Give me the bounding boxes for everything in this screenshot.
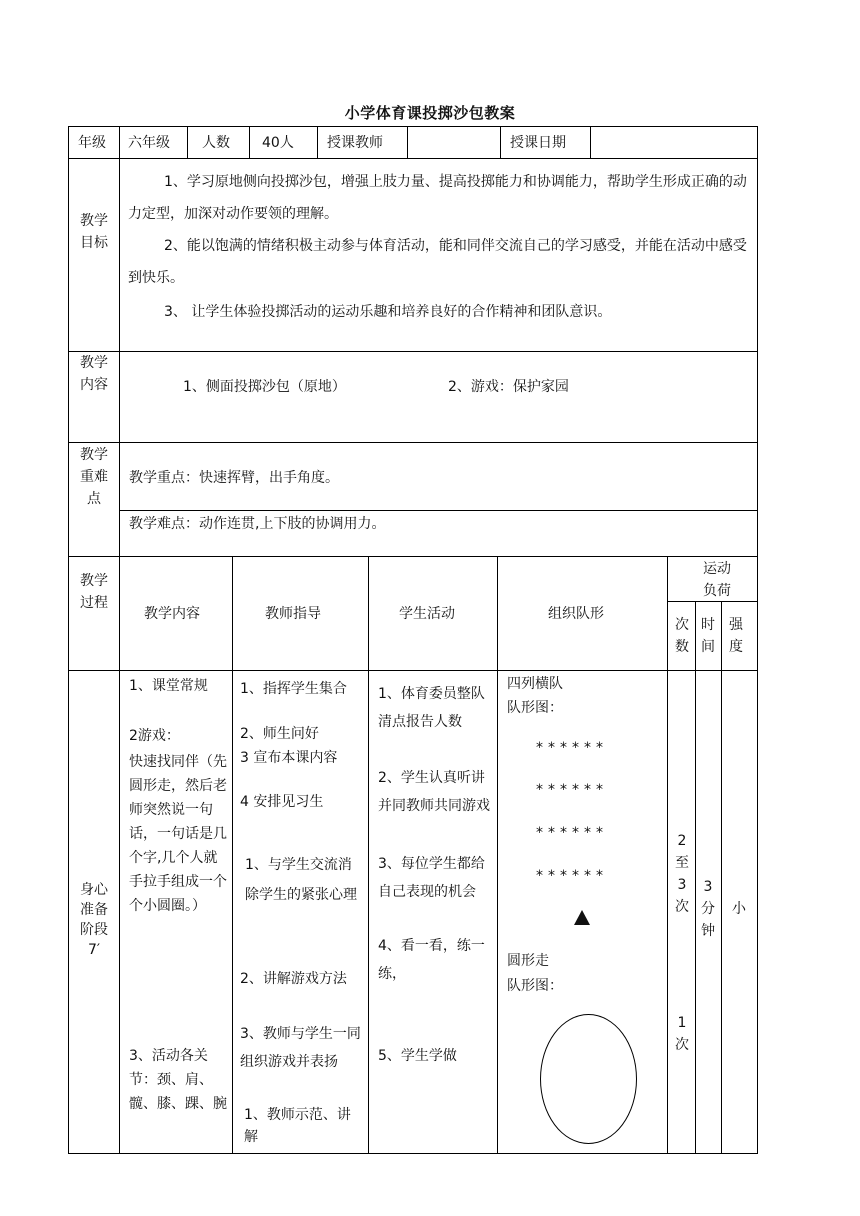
objective-item-1: 1、学习原地侧向投掷沙包，增强上肢力量、提高投掷能力和协调能力，帮助学生形成正确的动力定型，加深对动作要领的理解。 xyxy=(128,174,747,222)
difficulty-point: 教学难点：动作连贯,上下肢的协调用力。 xyxy=(129,516,386,532)
stage1-teacher-7: 3、教师与学生一同组织游戏并表扬 xyxy=(240,1026,361,1070)
circle-formation-icon xyxy=(540,1014,637,1144)
content-item-2: 2、游戏：保护家园 xyxy=(448,379,569,395)
stage1-duration: 3分钟 xyxy=(701,879,715,939)
header-row xyxy=(68,126,758,159)
teacher-label: 授课教师 xyxy=(327,135,383,151)
key-point: 教学重点：快速挥臂，出手角度。 xyxy=(129,470,339,486)
stage1-student-3: 3、每位学生都给自己表现的机会 xyxy=(378,856,485,900)
content-label: 教学内容 xyxy=(80,355,108,393)
load-header: 运动负荷 xyxy=(703,561,731,599)
people-label: 人数 xyxy=(202,135,230,151)
objectives-label: 教学目标 xyxy=(80,213,108,251)
stage1-content-3: 快速找同伴（先圆形走，然后老师突然说一句话，一句话是几个字,几个人就手拉手组成一个个小圆圈。） xyxy=(129,754,227,914)
load-times-header: 次数 xyxy=(675,617,689,655)
stage1-teacher-3: 3 宣布本课内容 xyxy=(240,750,338,766)
load-duration-header: 时间 xyxy=(701,617,715,655)
stage1-student-5: 5、学生学做 xyxy=(378,1048,457,1064)
col-formation-header: 组织队形 xyxy=(548,606,604,622)
col-student-header: 学生活动 xyxy=(399,606,455,622)
stage1-teacher-2: 2、师生问好 xyxy=(240,726,319,742)
stage1-student-4: 4、看一看，练一练， xyxy=(378,938,485,982)
formation-row-1: ****** xyxy=(536,740,608,756)
formation-row-2: ****** xyxy=(536,782,608,798)
stage1-content-1: 1、课堂常规 xyxy=(129,678,208,694)
stage1-teacher-8: 1、教师示范、讲解 xyxy=(244,1107,351,1145)
date-label: 授课日期 xyxy=(510,135,566,151)
stage1-times-2: 1次 xyxy=(675,1015,689,1053)
process-label: 教学过程 xyxy=(80,573,108,611)
formation-label-1: 四列横队 xyxy=(507,676,563,692)
stage1-label: 身心准备阶段7′ xyxy=(80,882,108,958)
stage1-content-2: 2游戏： xyxy=(129,728,180,744)
load-intensity-header: 强度 xyxy=(729,617,743,655)
formation-label-3: 圆形走 xyxy=(507,953,549,969)
stage1-teacher-1: 1、指挥学生集合 xyxy=(240,681,347,697)
formation-row-3: ****** xyxy=(536,825,608,841)
formation-row-4: ****** xyxy=(536,868,608,884)
content-item-1: 1、侧面投掷沙包（原地） xyxy=(183,379,346,395)
stage1-times-1: 2至3次 xyxy=(675,833,689,915)
formation-label-2: 队形图： xyxy=(507,700,563,716)
stage1-content-4: 3、活动各关节：颈、肩、髋、膝、踝、腕 xyxy=(129,1048,227,1112)
teacher-triangle-icon xyxy=(574,910,590,925)
col-content-header: 教学内容 xyxy=(144,606,200,622)
formation-label-4: 队形图： xyxy=(507,978,563,994)
keypoints-label: 教学重难点 xyxy=(80,447,108,507)
stage1-teacher-6: 2、讲解游戏方法 xyxy=(240,971,347,987)
stage1-student-1: 1、体育委员整队清点报告人数 xyxy=(378,686,485,730)
grade-value: 六年级 xyxy=(128,135,170,151)
stage1-student-2: 2、学生认真听讲并同教师共同游戏 xyxy=(378,770,490,814)
col-teacher-header: 教师指导 xyxy=(265,606,321,622)
document-title: 小学体育课投掷沙包教案 xyxy=(344,104,516,122)
objective-item-3: 3、 让学生体验投掷活动的运动乐趣和培养良好的合作精神和团队意识。 xyxy=(164,304,612,320)
keypoints-row xyxy=(68,442,758,557)
stage1-teacher-4: 4 安排见习生 xyxy=(240,794,324,810)
grade-label: 年级 xyxy=(78,135,106,151)
objective-item-2: 2、能以饱满的情绪积极主动参与体育活动，能和同伴交流自己的学习感受，并能在活动中感受到快乐。 xyxy=(128,238,747,286)
content-row xyxy=(68,351,758,443)
stage1-intensity: 小 xyxy=(732,901,746,917)
stage1-teacher-5: 1、与学生交流消除学生的紧张心理 xyxy=(245,857,357,903)
people-value: 40人 xyxy=(262,135,294,151)
